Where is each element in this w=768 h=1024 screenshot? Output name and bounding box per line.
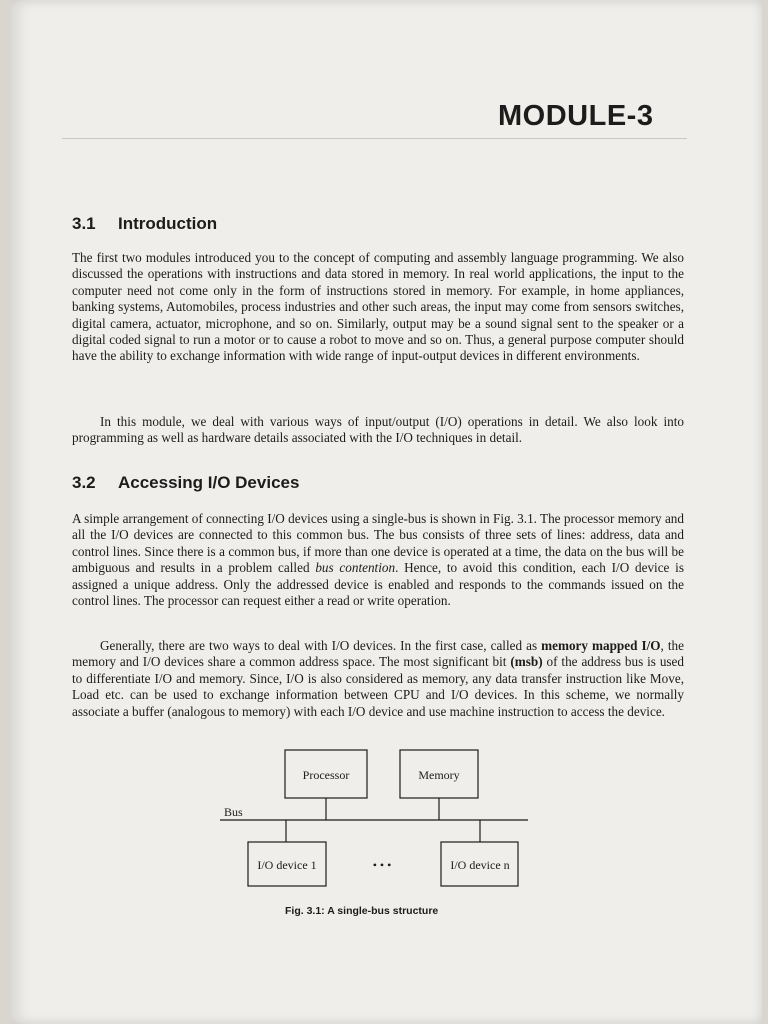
term-memory-mapped-io: memory mapped I/O bbox=[541, 638, 661, 653]
term-bus-contention: bus contention bbox=[315, 560, 396, 576]
text-run: of the address bus is used to differentiate I/O and memory. Since, I/O is also considered as memory, any data transfer instruction like Move, Load etc. can be used to exchange information between CPU and I/O devices. In this scheme, we normally associate a buffer (analogous to memory) with each I/O device and use machine instruction to access the device. bbox=[72, 654, 685, 719]
module-title: MODULE-3 bbox=[498, 100, 654, 132]
access-paragraph-1 bbox=[72, 511, 684, 609]
section-title: Introduction bbox=[118, 214, 218, 233]
term-msb: (msb) bbox=[510, 654, 543, 670]
access-paragraph-2 bbox=[72, 638, 684, 720]
section-heading-introduction bbox=[72, 214, 217, 234]
memory-label: Memory bbox=[418, 768, 460, 782]
single-bus-diagram bbox=[210, 748, 540, 908]
io-device-n-label: I/O device n bbox=[450, 858, 510, 872]
text-run: Generally, there are two ways to deal with I/O devices. In the first case, called as bbox=[100, 638, 542, 653]
intro-paragraph-1: The first two modules introduced you to the concept of computing and assembly language programming. We also discussed the operations with instructions and data stored in memory. In real world applications, the input to the computer need not come only in the form of instructions stored in memory. For example, in home appliances, banking systems, Automobiles, process industries and other such areas, the input may come from sensors switches, digital camera, actuator, microphone, and so on. Similarly, output may be a sound signal sent to the speaker or a digital coded signal to run a motor or to cause a robot to move and so on. Thus, a general purpose computer should have the ability to exchange information with wide range of input-output devices in different environments. bbox=[72, 250, 684, 364]
section-heading-accessing-io bbox=[72, 473, 299, 493]
figure-caption: Fig. 3.1: A single-bus structure bbox=[285, 905, 439, 917]
section-number: 3.2 bbox=[72, 473, 96, 492]
text-run: . Hence, to avoid this condition, each I/O device is assigned a unique address. Only the addressed device is enabled and responds to the commands issued on the control lines. The processor can request either a read or write operation. bbox=[72, 560, 684, 609]
section-number: 3.1 bbox=[72, 214, 96, 233]
ellipsis: • • • bbox=[372, 858, 392, 872]
text-run: A simple arrangement of connecting I/O devices using a single-bus is shown in Fig. 3.1. The processor memory and all the I/O devices are connected to this common bus. The bus consists of three sets of lines: address, data and control lines. Since there is a common bus, if more than one device is operated at a time, the data on the bus will be ambiguous and results in a problem called bbox=[72, 511, 684, 576]
processor-label: Processor bbox=[302, 768, 350, 782]
section-title: Accessing I/O Devices bbox=[118, 473, 300, 492]
io-device-1-label: I/O device 1 bbox=[257, 858, 317, 872]
text-run: , the memory and I/O devices share a common address space. The most significant bit bbox=[72, 638, 684, 670]
document-page bbox=[10, 0, 762, 1024]
intro-paragraph-2: In this module, we deal with various ways of input/output (I/O) operations in detail. We also look into programming as well as hardware details associated with the I/O techniques in detail. bbox=[72, 414, 684, 446]
bus-label: Bus bbox=[224, 805, 243, 819]
header-rule bbox=[62, 138, 687, 139]
